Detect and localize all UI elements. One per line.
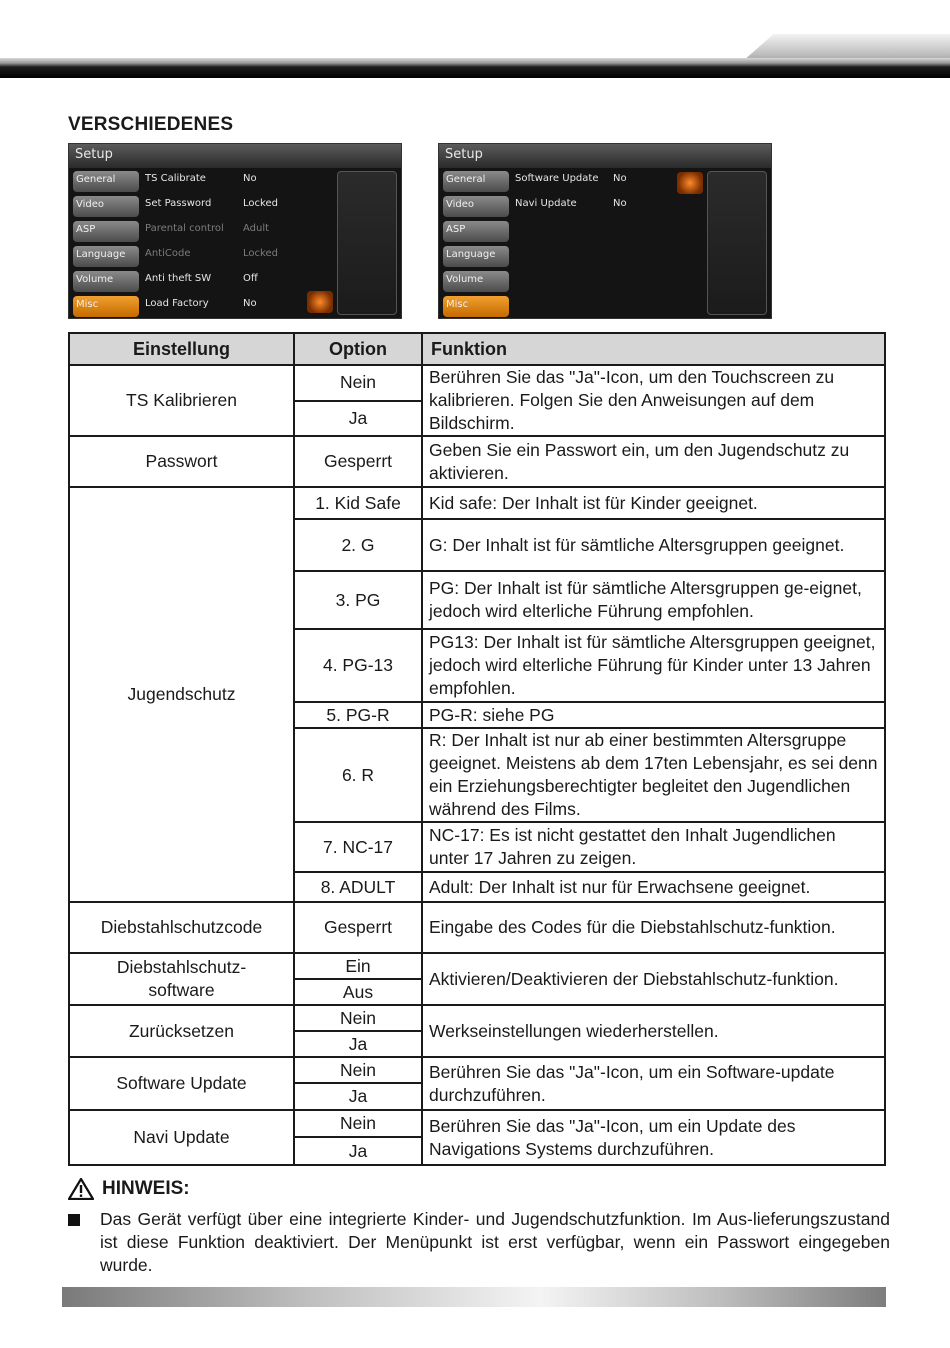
setting-name: TS Kalibrieren	[69, 365, 294, 436]
function-cell: G: Der Inhalt ist für sämtliche Altersgruppen geeignet.	[422, 519, 885, 571]
setup-screenshot-update	[438, 143, 772, 319]
menu-item-volume: Volume	[73, 271, 139, 292]
menu-item-video: Video	[443, 196, 509, 217]
update-icon	[677, 172, 703, 194]
option-cell: 2. G	[294, 519, 422, 571]
note-block	[68, 1178, 890, 1277]
setting-name: Diebstahlschutzcode	[69, 902, 294, 953]
row-value: Locked	[243, 198, 278, 209]
settings-table	[68, 332, 886, 1166]
setting-name-line: Diebstahlschutz-	[116, 957, 247, 977]
table-row	[69, 902, 885, 953]
menu-item-video: Video	[73, 196, 139, 217]
table-row	[69, 436, 885, 487]
screen-row	[145, 196, 335, 221]
function-cell: PG: Der Inhalt ist für sämtliche Altersgruppen ge-eignet, jedoch wird elterliche Führung empfohlen.	[422, 571, 885, 629]
option-cell: Nein	[294, 1057, 422, 1083]
option-cell: 1. Kid Safe	[294, 487, 422, 519]
header-einstellung: Einstellung	[69, 333, 294, 365]
function-cell: PG-R: siehe PG	[422, 702, 885, 728]
option-cell: Aus	[294, 979, 422, 1005]
arrow-icon	[307, 291, 333, 313]
screen-title: Setup	[69, 144, 401, 168]
screen-row	[515, 196, 705, 221]
function-cell: Berühren Sie das "Ja"-Icon, um ein Update des Navigations Systems durchzuführen.	[422, 1110, 885, 1165]
function-cell: Adult: Der Inhalt ist nur für Erwachsene geeignet.	[422, 872, 885, 902]
table-row	[69, 1005, 885, 1031]
row-key: Load Factory	[145, 298, 209, 309]
option-cell: Gesperrt	[294, 436, 422, 487]
function-cell: Berühren Sie das "Ja"-Icon, um den Touchscreen zu kalibrieren. Folgen Sie den Anweisungen auf dem Bildschirm.	[422, 365, 885, 436]
menu-item-general: General	[73, 171, 139, 192]
screen-row	[145, 246, 335, 271]
row-value: No	[613, 173, 627, 184]
row-key: Software Update	[515, 173, 599, 184]
function-cell: R: Der Inhalt ist nur ab einer bestimmten Altersgruppe geeignet. Meistens ab dem 17ten Lebensjahr, es sei denn ein Erziehungsberechtigter begleitet den Jugendlichen während des Films.	[422, 728, 885, 822]
header-option: Option	[294, 333, 422, 365]
option-cell: 6. R	[294, 728, 422, 822]
warning-icon	[68, 1178, 94, 1200]
function-cell: NC-17: Es ist nicht gestattet den Inhalt Jugendlichen unter 17 Jahren zu zeigen.	[422, 822, 885, 872]
row-key: Set Password	[145, 198, 212, 209]
row-value: Off	[243, 273, 258, 284]
section-title: VERSCHIEDENES	[68, 114, 234, 135]
row-value: No	[243, 173, 257, 184]
table-row	[69, 953, 885, 979]
setting-name: Navi Update	[69, 1110, 294, 1165]
menu-item-misc: Misc	[73, 296, 139, 317]
setting-name: Passwort	[69, 436, 294, 487]
option-cell: Ja	[294, 1083, 422, 1110]
header-funktion: Funktion	[422, 333, 885, 365]
screen-side-panel	[707, 171, 767, 315]
footer-band	[62, 1287, 886, 1307]
note-text: Das Gerät verfügt über eine integrierte Kinder- und Jugendschutzfunktion. Im Aus-lieferungszustand ist diese Funktion deaktiviert. Der Menüpunkt ist erst verfügbar, wenn ein Passwort eingegeben wurde.	[100, 1209, 890, 1275]
screen-row	[145, 171, 335, 196]
screen-row	[145, 221, 335, 246]
row-value: Locked	[243, 248, 278, 259]
function-cell: Werkseinstellungen wiederherstellen.	[422, 1005, 885, 1057]
row-key: Parental control	[145, 223, 224, 234]
menu-item-asp: ASP	[443, 221, 509, 242]
menu-item-language: Language	[73, 246, 139, 267]
table-row	[69, 1110, 885, 1137]
row-key: AntiCode	[145, 248, 191, 259]
note-item	[68, 1208, 890, 1277]
table-row	[69, 365, 885, 401]
option-cell: 3. PG	[294, 571, 422, 629]
setting-name: Jugendschutz	[69, 487, 294, 902]
row-value: No	[613, 198, 627, 209]
setup-screenshot-misc	[68, 143, 402, 319]
function-cell: PG13: Der Inhalt ist für sämtliche Altersgruppen geeignet, jedoch wird elterliche Führung für Kinder unter 13 Jahren empfohlen.	[422, 629, 885, 702]
screen-side-panel	[337, 171, 397, 315]
option-cell: Gesperrt	[294, 902, 422, 953]
option-cell: 4. PG-13	[294, 629, 422, 702]
menu-item-volume: Volume	[443, 271, 509, 292]
screen-menu	[443, 171, 509, 319]
menu-item-language: Language	[443, 246, 509, 267]
option-cell: 8. ADULT	[294, 872, 422, 902]
option-cell: Ja	[294, 401, 422, 437]
row-value: Adult	[243, 223, 270, 234]
function-cell: Kid safe: Der Inhalt ist für Kinder geeignet.	[422, 487, 885, 519]
function-cell: Geben Sie ein Passwort ein, um den Jugendschutz zu aktivieren.	[422, 436, 885, 487]
setting-name: Software Update	[69, 1057, 294, 1110]
row-key: TS Calibrate	[145, 173, 206, 184]
bullet-icon	[68, 1214, 80, 1226]
option-cell: Nein	[294, 365, 422, 401]
table-row	[69, 1057, 885, 1083]
setting-name: Zurücksetzen	[69, 1005, 294, 1057]
menu-item-asp: ASP	[73, 221, 139, 242]
option-cell: Nein	[294, 1005, 422, 1031]
note-heading	[68, 1178, 890, 1200]
menu-item-misc: Misc	[443, 296, 509, 317]
option-cell: Ja	[294, 1031, 422, 1057]
row-value: No	[243, 298, 257, 309]
screen-title: Setup	[439, 144, 771, 168]
row-key: Anti theft SW	[145, 273, 212, 284]
menu-item-general: General	[443, 171, 509, 192]
option-cell: 5. PG-R	[294, 702, 422, 728]
screen-menu	[73, 171, 139, 319]
option-cell: 7. NC-17	[294, 822, 422, 872]
function-cell: Aktivieren/Deaktivieren der Diebstahlschutz-funktion.	[422, 953, 885, 1005]
option-cell: Ja	[294, 1137, 422, 1165]
header-band	[0, 58, 950, 78]
row-key: Navi Update	[515, 198, 577, 209]
note-heading-text: HINWEIS:	[102, 1178, 190, 1199]
table-row	[69, 487, 885, 519]
option-cell: Ein	[294, 953, 422, 979]
function-cell: Eingabe des Codes für die Diebstahlschutz-funktion.	[422, 902, 885, 953]
option-cell: Nein	[294, 1110, 422, 1137]
function-cell: Berühren Sie das "Ja"-Icon, um ein Software-update durchzuführen.	[422, 1057, 885, 1110]
setting-name	[69, 953, 294, 1005]
setting-name-line: software	[148, 980, 215, 1000]
table-header	[69, 333, 885, 365]
